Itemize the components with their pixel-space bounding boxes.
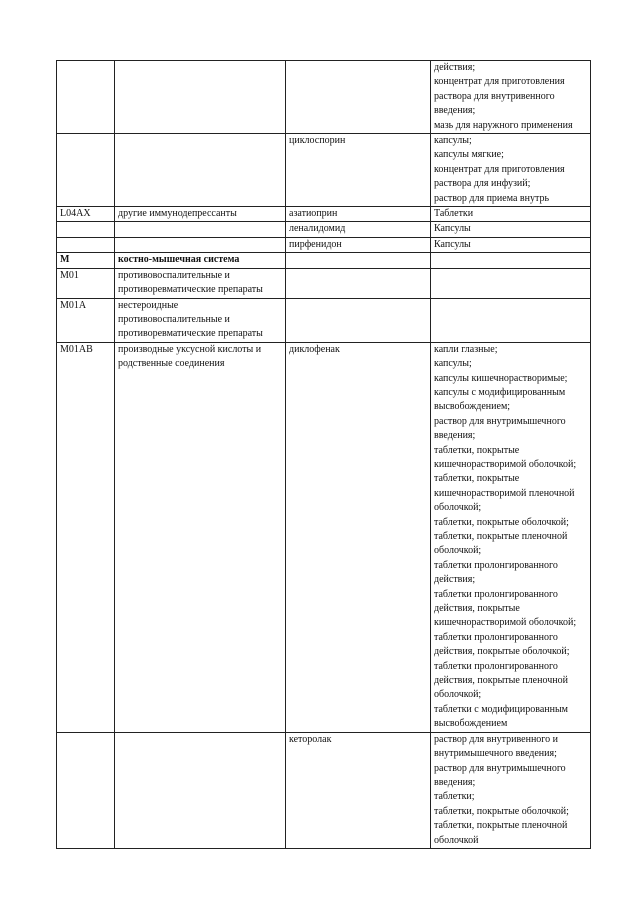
dosage-forms-cell-line: капсулы; <box>434 135 472 147</box>
dosage-forms-cell <box>431 732 591 848</box>
dosage-forms-cell <box>431 268 591 298</box>
dosage-forms-cell-line: таблетки, покрытые оболочкой; <box>434 805 569 817</box>
dosage-forms-cell-line: капли глазные; <box>434 343 498 355</box>
atc-group-cell-line: противоревматические препараты <box>118 328 263 340</box>
atc-code-cell <box>57 61 115 134</box>
dosage-forms-cell-line: Капсулы <box>434 223 471 235</box>
atc-group-cell-line: противовоспалительные и <box>118 313 230 325</box>
dosage-forms-cell-line: оболочкой; <box>434 545 482 557</box>
dosage-forms-cell-line: капсулы мягкие; <box>434 149 504 161</box>
atc-group-cell-line: другие иммунодепрессанты <box>118 208 237 220</box>
substance-cell <box>286 61 431 134</box>
drug-table <box>56 60 591 849</box>
dosage-forms-cell-line: таблетки, покрытые пленочной <box>434 531 568 542</box>
dosage-forms-cell-line: таблетки, покрытые <box>434 444 520 456</box>
dosage-forms-cell-line: таблетки, покрытые <box>434 473 520 485</box>
atc-code-cell: L04AX <box>57 207 115 222</box>
substance-cell: кеторолак <box>286 732 431 848</box>
dosage-forms-cell-line: действия, покрытые <box>434 603 520 615</box>
atc-group-cell-line: костно-мышечная система <box>118 254 240 266</box>
dosage-forms-cell-line: таблетки пролонгированного <box>434 588 558 600</box>
atc-group-cell-line: противоревматические препараты <box>118 284 263 296</box>
dosage-forms-cell-line: раствор для внутривенного и <box>434 733 559 745</box>
table-row <box>57 342 591 732</box>
table-row <box>57 253 591 268</box>
dosage-forms-cell <box>431 134 591 207</box>
dosage-forms-cell <box>431 298 591 342</box>
dosage-forms-cell-line: оболочкой; <box>434 502 482 514</box>
dosage-forms-cell <box>431 61 591 134</box>
dosage-forms-cell-line: введения; <box>434 105 476 117</box>
table-row <box>57 732 591 848</box>
atc-group-cell <box>115 298 286 342</box>
atc-code-cell <box>57 237 115 252</box>
table-row <box>57 207 591 222</box>
atc-group-cell <box>115 222 286 237</box>
table-row <box>57 268 591 298</box>
dosage-forms-cell-line: введения; <box>434 430 476 442</box>
atc-group-cell <box>115 732 286 848</box>
dosage-forms-cell-line: действия, покрытые оболочкой; <box>434 646 570 658</box>
atc-code-cell: M <box>57 253 115 268</box>
substance-cell: азатиоприн <box>286 207 431 222</box>
substance-cell: циклоспорин <box>286 134 431 207</box>
atc-group-cell <box>115 207 286 222</box>
substance-cell <box>286 298 431 342</box>
atc-group-cell <box>115 134 286 207</box>
dosage-forms-cell-line: раствора для инфузий; <box>434 178 531 190</box>
atc-group-cell-line: родственные соединения <box>118 358 225 370</box>
atc-code-cell: M01 <box>57 268 115 298</box>
substance-cell: леналидомид <box>286 222 431 237</box>
dosage-forms-cell-line: оболочкой; <box>434 689 482 701</box>
atc-code-cell <box>57 222 115 237</box>
dosage-forms-cell-line: кишечнорастворимой пленочной <box>434 487 575 499</box>
dosage-forms-cell <box>431 207 591 222</box>
atc-group-cell-line: нестероидные <box>118 299 179 311</box>
dosage-forms-cell-line: Капсулы <box>434 238 471 250</box>
atc-code-cell: M01AB <box>57 342 115 732</box>
dosage-forms-cell-line: концентрат для приготовления <box>434 76 565 88</box>
table-row <box>57 61 591 134</box>
dosage-forms-cell <box>431 342 591 732</box>
dosage-forms-cell-line: таблетки с модифицированным <box>434 703 569 715</box>
dosage-forms-cell-line: Таблетки <box>434 208 474 220</box>
dosage-forms-cell-line: концентрат для приготовления <box>434 163 565 175</box>
atc-group-cell <box>115 268 286 298</box>
dosage-forms-cell-line: действия; <box>434 62 476 73</box>
dosage-forms-cell-line: действия, покрытые пленочной <box>434 675 568 687</box>
dosage-forms-cell-line: таблетки пролонгированного <box>434 631 558 643</box>
dosage-forms-cell-line: таблетки пролонгированного <box>434 559 558 571</box>
dosage-forms-cell-line: капсулы кишечнорастворимые; <box>434 372 568 384</box>
dosage-forms-cell-line: кишечнорастворимой оболочкой; <box>434 617 577 629</box>
substance-cell: диклофенак <box>286 342 431 732</box>
dosage-forms-cell-line: раствор для внутримышечного <box>434 762 566 774</box>
atc-code-cell <box>57 134 115 207</box>
atc-group-cell-line: противовоспалительные и <box>118 269 230 281</box>
dosage-forms-cell-line: таблетки; <box>434 791 475 803</box>
dosage-forms-cell-line: внутримышечного введения; <box>434 748 557 760</box>
dosage-forms-cell-line: высвобождением; <box>434 401 511 413</box>
table-row <box>57 298 591 342</box>
table-row <box>57 134 591 207</box>
dosage-forms-cell-line: действия; <box>434 574 476 586</box>
substance-cell <box>286 268 431 298</box>
dosage-forms-cell <box>431 237 591 252</box>
dosage-forms-cell-line: высвобождением <box>434 718 508 730</box>
dosage-forms-cell-line: таблетки, покрытые оболочкой; <box>434 516 569 528</box>
atc-group-cell-line: производные уксусной кислоты и <box>118 343 262 355</box>
dosage-forms-cell-line: таблетки, покрытые пленочной <box>434 820 568 832</box>
atc-group-cell <box>115 237 286 252</box>
table-row <box>57 237 591 252</box>
drug-table-body <box>57 61 591 849</box>
dosage-forms-cell-line: капсулы с модифицированным <box>434 386 566 398</box>
dosage-forms-cell-line: кишечнорастворимой оболочкой; <box>434 458 577 470</box>
dosage-forms-cell <box>431 253 591 268</box>
dosage-forms-cell-line: раствор для внутримышечного <box>434 415 566 427</box>
dosage-forms-cell-line: капсулы; <box>434 358 472 370</box>
atc-group-cell <box>115 342 286 732</box>
table-row <box>57 222 591 237</box>
dosage-forms-cell <box>431 222 591 237</box>
dosage-forms-cell-line: мазь для наружного применения <box>434 119 573 131</box>
substance-cell <box>286 253 431 268</box>
dosage-forms-cell-line: раствор для приема внутрь <box>434 192 550 204</box>
substance-cell: пирфенидон <box>286 237 431 252</box>
dosage-forms-cell-line: оболочкой <box>434 834 479 846</box>
dosage-forms-cell-line: раствора для внутривенного <box>434 90 555 102</box>
atc-group-cell <box>115 61 286 134</box>
atc-code-cell <box>57 732 115 848</box>
atc-group-cell <box>115 253 286 268</box>
dosage-forms-cell-line: введения; <box>434 776 476 788</box>
dosage-forms-cell-line: таблетки пролонгированного <box>434 660 558 672</box>
atc-code-cell: M01A <box>57 298 115 342</box>
